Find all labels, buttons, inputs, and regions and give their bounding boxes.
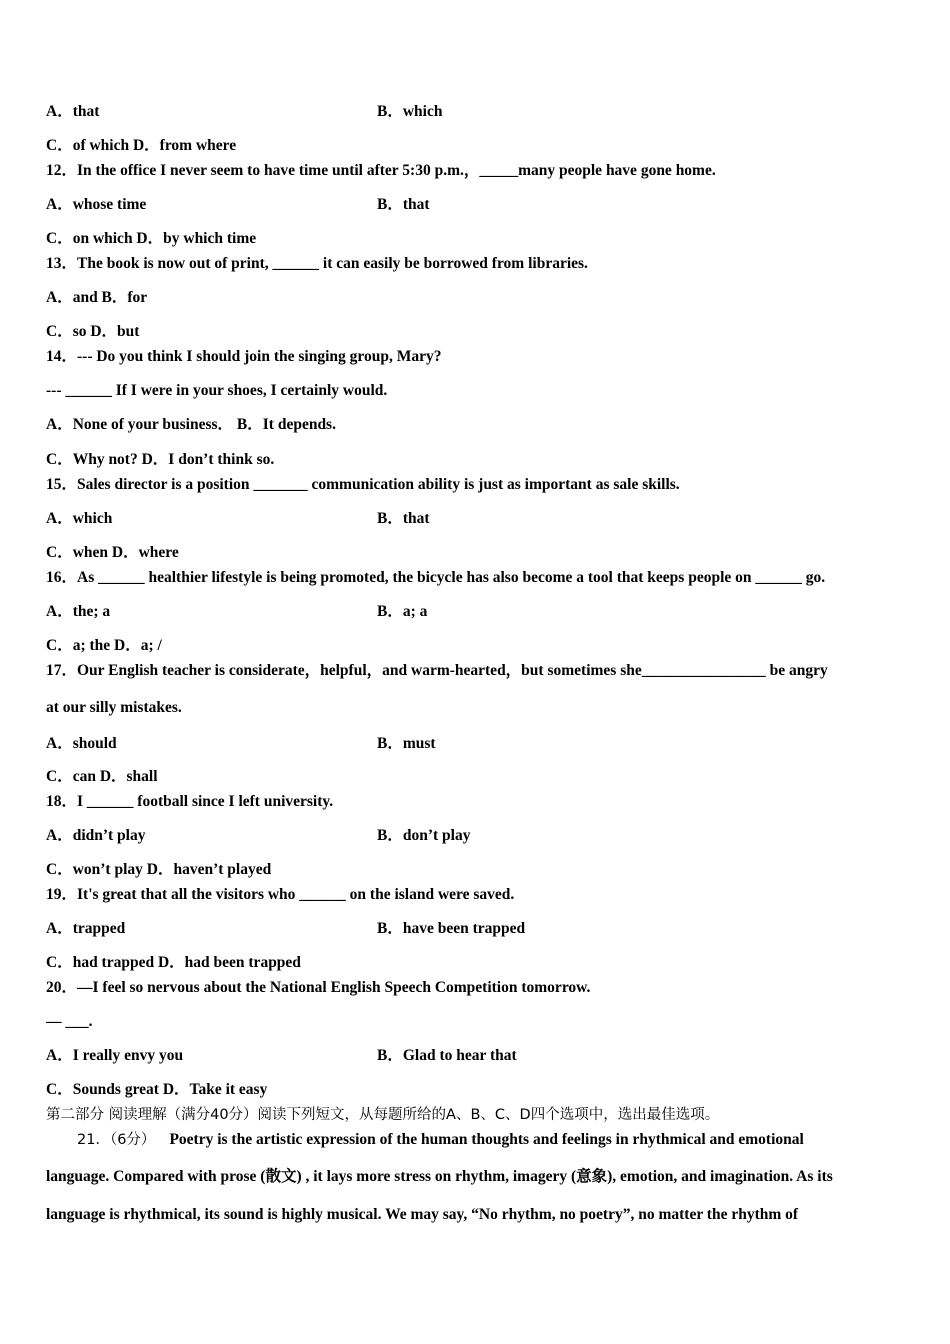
- q15-stem: 15．Sales director is a position _______ communication ability is just as important as sale skills.: [46, 476, 680, 493]
- q18-option-b: B．don’t play: [377, 827, 471, 844]
- q12-stem: 12．In the office I never seem to have time until after 5:30 p.m.，_____many people have gone home.: [46, 162, 716, 179]
- q19-stem: 19．It's great that all the visitors who ______ on the island were saved.: [46, 886, 515, 903]
- q18-option-a: A．didn’t play: [46, 827, 146, 844]
- q21-line1-text: Poetry is the artistic expression of the human thoughts and feelings in rhythmical and emotional: [169, 1131, 804, 1148]
- q11-options-cd: C．of which D．from where: [46, 137, 237, 154]
- q18-stem: 18．I ______ football since I left university.: [46, 793, 334, 810]
- part2-heading: 第二部分 阅读理解（满分40分）阅读下列短文，从每题所给的A、B、C、D四个选项中，选出最佳选项。: [46, 1107, 720, 1123]
- q16-options-cd: C．a; the D．a; /: [46, 637, 162, 654]
- q13-options-cd: C．so D．but: [46, 323, 140, 340]
- q17-options-cd: C．can D．shall: [46, 768, 158, 785]
- q13-stem: 13．The book is now out of print, ______ it can easily be borrowed from libraries.: [46, 255, 588, 272]
- q17-option-a: A．should: [46, 735, 117, 752]
- q11-option-a: A．that: [46, 103, 100, 120]
- q15-options-cd: C．when D．where: [46, 544, 179, 561]
- q15-option-a: A．which: [46, 510, 113, 527]
- q19-option-a: A．trapped: [46, 920, 126, 937]
- q20-option-a: A．I really envy you: [46, 1047, 184, 1064]
- q17-option-b: B．must: [377, 735, 436, 752]
- q19-options-cd: C．had trapped D．had been trapped: [46, 954, 301, 971]
- q18-options-cd: C．won’t play D．haven’t played: [46, 861, 272, 878]
- q16-option-b: B．a; a: [377, 603, 428, 620]
- q17-stem-line2: at our silly mistakes.: [46, 699, 182, 716]
- q21-line1: [46, 1130, 804, 1150]
- q20-stem: 20．—I feel so nervous about the National English Speech Competition tomorrow.: [46, 979, 591, 996]
- q13-options-ab: A．and B．for: [46, 289, 148, 306]
- q17-stem-line1: 17．Our English teacher is considerate，helpful，and warm-hearted，but sometimes she________________ be angry: [46, 662, 828, 679]
- q15-option-b: B．that: [377, 510, 430, 527]
- q12-option-b: B．that: [377, 196, 430, 213]
- q14-reply: --- ______ If I were in your shoes, I certainly would.: [46, 382, 388, 399]
- q16-stem: 16．As ______ healthier lifestyle is being promoted, the bicycle has also become a tool that keeps people on ______ go.: [46, 569, 826, 586]
- q20-reply: — ___.: [46, 1013, 93, 1030]
- q12-option-a: A．whose time: [46, 196, 147, 213]
- q21-line2: language. Compared with prose (散文) , it lays more stress on rhythm, imagery (意象), emotion, and imagination. As its: [46, 1168, 833, 1185]
- q11-option-b: B．which: [377, 103, 443, 120]
- q20-option-b: B．Glad to hear that: [377, 1047, 517, 1064]
- q14-options-cd: C．Why not? D．I don’t think so.: [46, 451, 275, 468]
- q20-options-cd: C．Sounds great D．Take it easy: [46, 1081, 268, 1098]
- q16-option-a: A．the; a: [46, 603, 111, 620]
- q12-options-cd: C．on which D．by which time: [46, 230, 257, 247]
- q21-line3: language is rhythmical, its sound is highly musical. We may say, “No rhythm, no poetry”, no matter the rhythm of: [46, 1206, 799, 1223]
- q19-option-b: B．have been trapped: [377, 920, 526, 937]
- q21-label: 21．（6分）: [77, 1132, 156, 1148]
- q14-options-ab: A．None of your business． B．It depends.: [46, 416, 336, 433]
- q14-stem: 14．--- Do you think I should join the singing group, Mary?: [46, 348, 442, 365]
